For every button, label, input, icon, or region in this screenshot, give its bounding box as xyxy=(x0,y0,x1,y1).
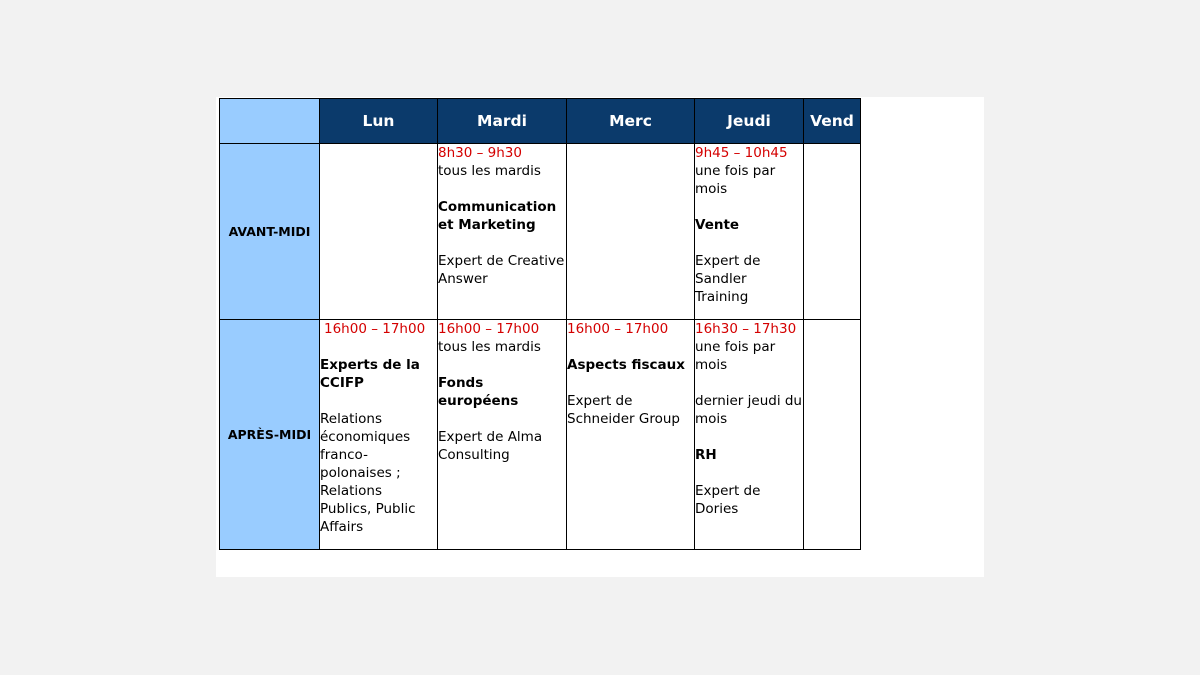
session-time: 16h30 – 17h30 xyxy=(695,321,797,337)
cell-afternoon-jeudi xyxy=(695,320,804,550)
session-frequency: une fois par mois xyxy=(695,163,776,197)
session-frequency: tous les mardis xyxy=(438,339,541,355)
cell-afternoon-vend xyxy=(804,320,861,550)
session-expert: Expert de Sandler Training xyxy=(695,253,761,305)
cell-afternoon-lun xyxy=(320,320,438,550)
session-expert: Expert de Schneider Group xyxy=(567,393,680,427)
schedule-table xyxy=(219,98,861,550)
header-day-jeudi: Jeudi xyxy=(695,99,804,144)
cell-afternoon-mardi xyxy=(438,320,567,550)
header-row xyxy=(220,99,861,144)
cell-morning-mardi xyxy=(438,144,567,320)
cell-morning-vend xyxy=(804,144,861,320)
session-note: dernier jeudi du mois xyxy=(695,393,802,427)
period-label-morning: AVANT-MIDI xyxy=(220,144,320,320)
session-subject: Communication et Marketing xyxy=(438,199,557,233)
session-time: 9h45 – 10h45 xyxy=(695,145,788,161)
session-subject: Fonds européens xyxy=(438,375,519,409)
header-day-lun: Lun xyxy=(320,99,438,144)
afternoon-row xyxy=(220,320,861,550)
session-frequency: tous les mardis xyxy=(438,163,541,179)
session-subject: RH xyxy=(695,447,717,463)
header-day-mardi: Mardi xyxy=(438,99,567,144)
cell-morning-merc xyxy=(567,144,695,320)
session-expert: Expert de Alma Consulting xyxy=(438,429,543,463)
session-time: 8h30 – 9h30 xyxy=(438,145,522,161)
session-subject: Experts de la CCIFP xyxy=(320,357,420,391)
cell-morning-lun xyxy=(320,144,438,320)
morning-row xyxy=(220,144,861,320)
header-corner-cell xyxy=(220,99,320,144)
session-expert: Expert de Creative Answer xyxy=(438,253,565,287)
cell-afternoon-merc xyxy=(567,320,695,550)
session-frequency: une fois par mois xyxy=(695,339,776,373)
session-time: 16h00 – 17h00 xyxy=(324,321,426,337)
period-label-afternoon: APRÈS-MIDI xyxy=(220,320,320,550)
header-day-merc: Merc xyxy=(567,99,695,144)
session-description: Relations économiques franco-polonaises ; Relations Publics, Public Affairs xyxy=(320,411,416,535)
session-subject: Aspects fiscaux xyxy=(567,357,685,373)
header-day-vend: Vend xyxy=(804,99,861,144)
session-expert: Expert de Dories xyxy=(695,483,761,517)
document-page xyxy=(216,97,984,577)
session-subject: Vente xyxy=(695,217,740,233)
session-time: 16h00 – 17h00 xyxy=(438,321,540,337)
cell-morning-jeudi xyxy=(695,144,804,320)
session-time: 16h00 – 17h00 xyxy=(567,321,669,337)
